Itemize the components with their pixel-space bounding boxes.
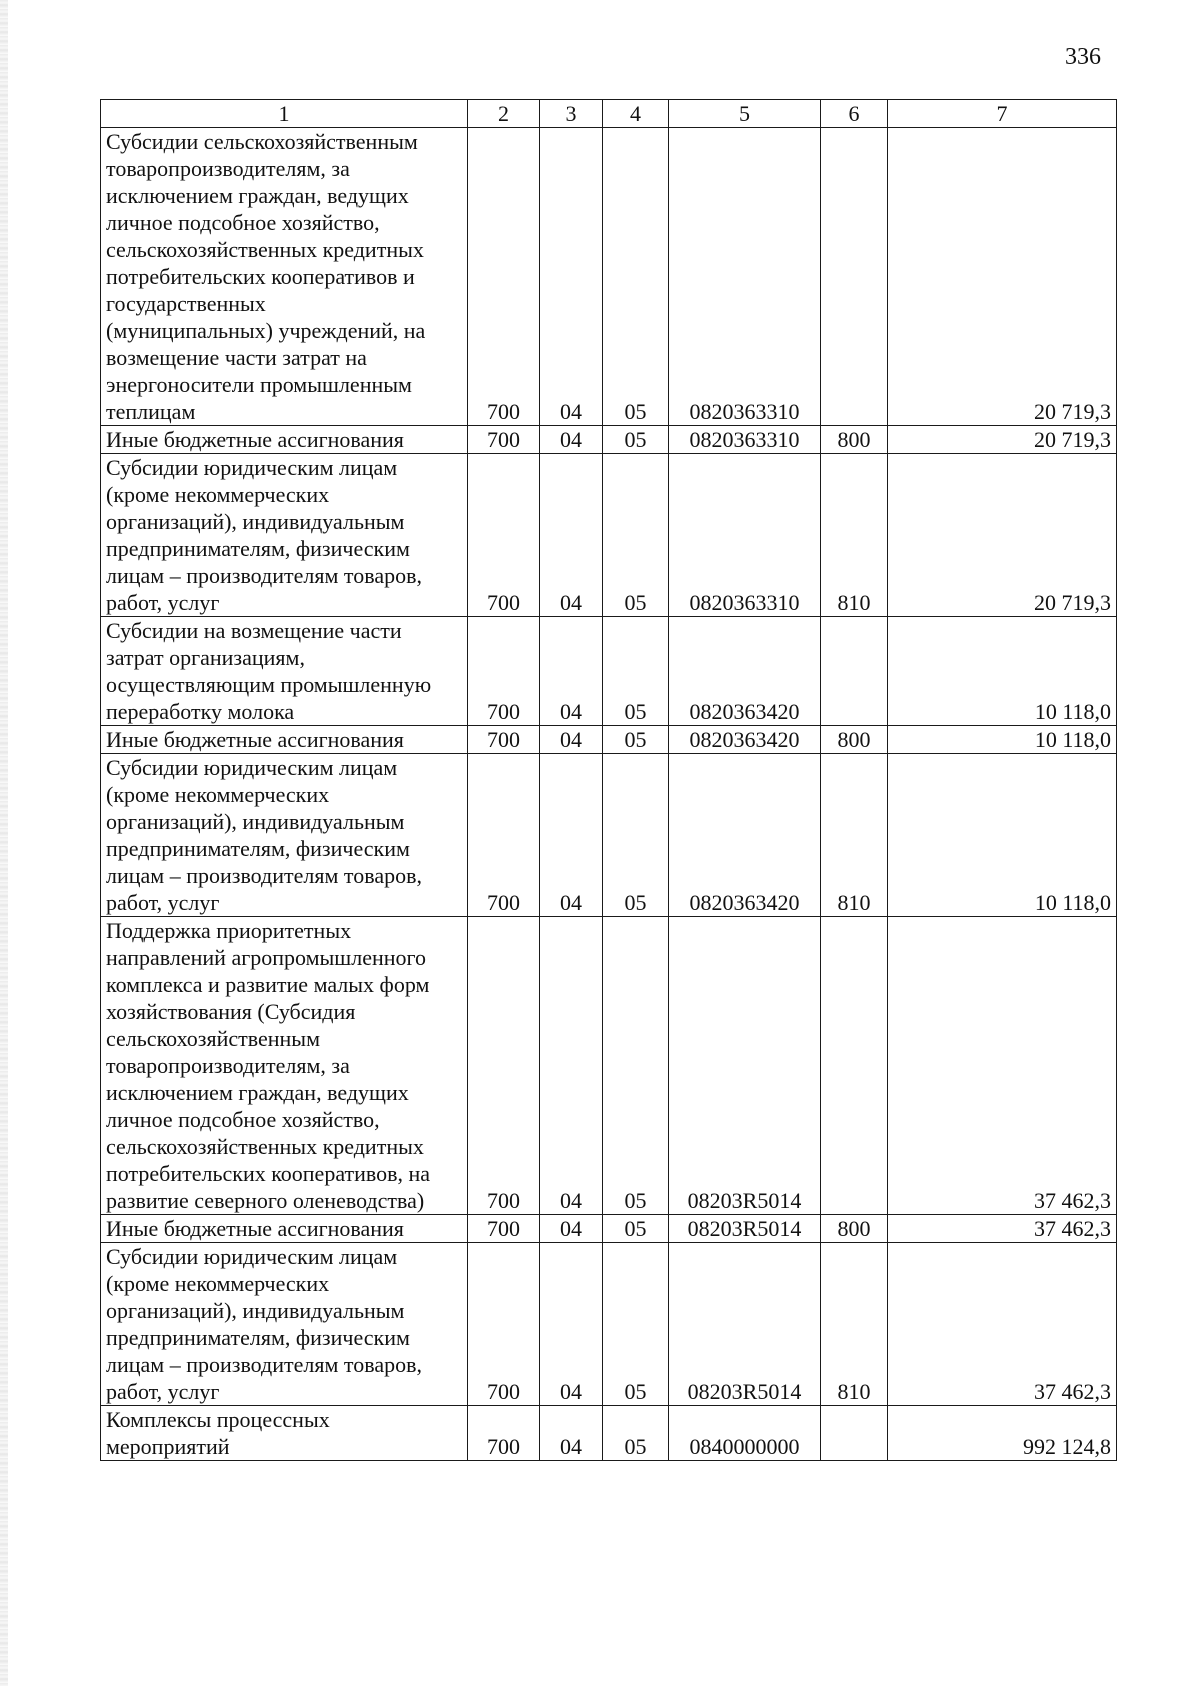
col6-cell — [821, 617, 888, 726]
col7-cell: 992 124,8 — [888, 1406, 1117, 1461]
table-row — [101, 1406, 1117, 1461]
table-row — [101, 726, 1117, 754]
scan-edge — [0, 0, 8, 1686]
row-name: Субсидии на возмещение части затрат организациям, осуществляющим промышленную переработку молока — [106, 618, 437, 724]
row-name-cell — [101, 1243, 468, 1406]
row-name: Субсидии юридическим лицам (кроме некоммерческих организаций), индивидуальным предпринимателям, физическим лицам – производителям товаров, работ, услуг — [106, 755, 428, 915]
table-row — [101, 917, 1117, 1215]
page-number: 336 — [1065, 44, 1101, 70]
table-body — [101, 128, 1117, 1461]
col3-cell: 04 — [540, 128, 603, 426]
row-name: Иные бюджетные ассигнования — [106, 427, 404, 452]
col4-cell: 05 — [603, 1243, 669, 1406]
col3-cell: 04 — [540, 1243, 603, 1406]
col7-cell: 20 719,3 — [888, 454, 1117, 617]
row-name-cell — [101, 128, 468, 426]
col6-cell: 810 — [821, 1243, 888, 1406]
col3-cell: 04 — [540, 426, 603, 454]
col4-cell: 05 — [603, 917, 669, 1215]
col2-cell: 700 — [468, 726, 540, 754]
col7-cell: 10 118,0 — [888, 726, 1117, 754]
col5-cell: 0820363420 — [669, 617, 821, 726]
col5-cell: 0820363310 — [669, 128, 821, 426]
row-name: Субсидии сельскохозяйственным товаропроизводителям, за исключением граждан, ведущих личное подсобное хозяйство, сельскохозяйственных кредитных потребительских кооперативов и государственных (муниципальных) учреждений, на возмещение части затрат на энергоносители промышленным теплицам — [106, 129, 431, 424]
column-header-2: 2 — [468, 100, 540, 128]
col6-cell: 810 — [821, 754, 888, 917]
col7-cell: 37 462,3 — [888, 917, 1117, 1215]
table-row — [101, 426, 1117, 454]
table-row — [101, 1243, 1117, 1406]
table-row — [101, 754, 1117, 917]
col7-cell: 10 118,0 — [888, 754, 1117, 917]
row-name-cell — [101, 1215, 468, 1243]
table-row — [101, 128, 1117, 426]
col5-cell: 08203R5014 — [669, 917, 821, 1215]
col6-cell: 800 — [821, 426, 888, 454]
col6-cell: 800 — [821, 726, 888, 754]
col5-cell: 0840000000 — [669, 1406, 821, 1461]
col4-cell: 05 — [603, 617, 669, 726]
row-name-cell — [101, 617, 468, 726]
col5-cell: 0820363420 — [669, 726, 821, 754]
budget-table — [100, 99, 1117, 1461]
row-name-cell — [101, 726, 468, 754]
col2-cell: 700 — [468, 426, 540, 454]
column-header-7: 7 — [888, 100, 1117, 128]
col5-cell: 08203R5014 — [669, 1215, 821, 1243]
col3-cell: 04 — [540, 617, 603, 726]
col2-cell: 700 — [468, 454, 540, 617]
row-name: Поддержка приоритетных направлений агропромышленного комплекса и развитие малых форм хозяйствования (Субсидия сельскохозяйственным товаропроизводителям, за исключением граждан, ведущих личное подсобное хозяйство, сельскохозяйственных кредитных потребительских кооперативов, на развитие северного оленеводства) — [106, 918, 436, 1213]
col4-cell: 05 — [603, 426, 669, 454]
column-header-3: 3 — [540, 100, 603, 128]
col2-cell: 700 — [468, 1406, 540, 1461]
col7-cell: 37 462,3 — [888, 1243, 1117, 1406]
row-name: Субсидии юридическим лицам (кроме некоммерческих организаций), индивидуальным предпринимателям, физическим лицам – производителям товаров, работ, услуг — [106, 455, 428, 615]
col4-cell: 05 — [603, 128, 669, 426]
col2-cell: 700 — [468, 917, 540, 1215]
table-header — [101, 100, 1117, 128]
row-name: Комплексы процессных мероприятий — [106, 1407, 336, 1459]
row-name-cell — [101, 454, 468, 617]
col5-cell: 0820363310 — [669, 426, 821, 454]
col3-cell: 04 — [540, 454, 603, 617]
col3-cell: 04 — [540, 1406, 603, 1461]
row-name-cell — [101, 917, 468, 1215]
column-header-4: 4 — [603, 100, 669, 128]
col2-cell: 700 — [468, 128, 540, 426]
row-name-cell — [101, 426, 468, 454]
col3-cell: 04 — [540, 726, 603, 754]
table-row — [101, 617, 1117, 726]
col7-cell: 10 118,0 — [888, 617, 1117, 726]
table-row — [101, 1215, 1117, 1243]
col4-cell: 05 — [603, 726, 669, 754]
col3-cell: 04 — [540, 754, 603, 917]
col6-cell: 800 — [821, 1215, 888, 1243]
col4-cell: 05 — [603, 754, 669, 917]
col6-cell — [821, 917, 888, 1215]
col5-cell: 0820363310 — [669, 454, 821, 617]
col6-cell — [821, 128, 888, 426]
col4-cell: 05 — [603, 454, 669, 617]
col3-cell: 04 — [540, 917, 603, 1215]
col4-cell: 05 — [603, 1406, 669, 1461]
row-name: Иные бюджетные ассигнования — [106, 727, 404, 752]
table-row — [101, 454, 1117, 617]
row-name: Субсидии юридическим лицам (кроме некоммерческих организаций), индивидуальным предпринимателям, физическим лицам – производителям товаров, работ, услуг — [106, 1244, 428, 1404]
column-header-1: 1 — [101, 100, 468, 128]
col4-cell: 05 — [603, 1215, 669, 1243]
col2-cell: 700 — [468, 754, 540, 917]
col7-cell: 20 719,3 — [888, 426, 1117, 454]
col6-cell: 810 — [821, 454, 888, 617]
row-name-cell — [101, 1406, 468, 1461]
col3-cell: 04 — [540, 1215, 603, 1243]
col5-cell: 0820363420 — [669, 754, 821, 917]
col7-cell: 20 719,3 — [888, 128, 1117, 426]
col2-cell: 700 — [468, 1243, 540, 1406]
col7-cell: 37 462,3 — [888, 1215, 1117, 1243]
column-header-5: 5 — [669, 100, 821, 128]
row-name-cell — [101, 754, 468, 917]
header-row — [101, 100, 1117, 128]
col5-cell: 08203R5014 — [669, 1243, 821, 1406]
col2-cell: 700 — [468, 617, 540, 726]
col6-cell — [821, 1406, 888, 1461]
row-name: Иные бюджетные ассигнования — [106, 1216, 404, 1241]
col2-cell: 700 — [468, 1215, 540, 1243]
column-header-6: 6 — [821, 100, 888, 128]
